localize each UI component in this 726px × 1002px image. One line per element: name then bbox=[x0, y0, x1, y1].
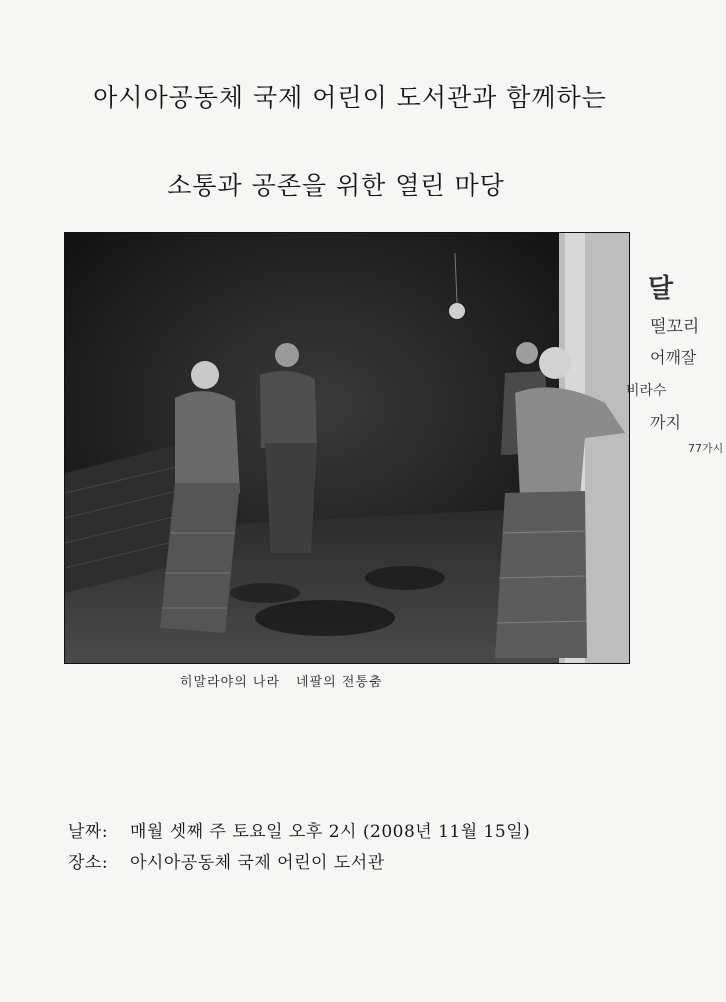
date-value: 매월 셋째 주 토요일 오후 2시 (2008년 11월 15일) bbox=[130, 822, 531, 842]
event-title-line1: 아시아공동체 국제 어린이 도서관과 함께하는 bbox=[93, 83, 607, 112]
event-title-line2: 소통과 공존을 위한 열린 마당 bbox=[167, 171, 505, 200]
handwritten-note-1: 달 bbox=[648, 274, 674, 304]
date-label: 날짜: bbox=[68, 822, 109, 842]
place-row bbox=[68, 848, 385, 873]
handwritten-note-2: 떨꼬리 bbox=[650, 317, 700, 337]
date-row bbox=[68, 817, 530, 842]
dance-photo bbox=[64, 232, 630, 664]
handwritten-note-6: 77가시 bbox=[688, 442, 724, 455]
photo-caption-part2: 네팔의 전통춤 bbox=[296, 675, 383, 690]
place-value: 아시아공동체 국제 어린이 도서관 bbox=[130, 853, 385, 873]
dance-photo-illustration bbox=[65, 233, 629, 663]
photo-caption bbox=[180, 671, 480, 690]
handwritten-note-4: 비라수 bbox=[626, 383, 667, 399]
handwritten-note-3: 어깨잘 bbox=[650, 348, 697, 367]
handwritten-note-5: 까지 bbox=[650, 413, 681, 432]
photo-caption-part1: 히말라야의 나라 bbox=[180, 675, 281, 690]
place-label: 장소: bbox=[68, 853, 109, 873]
